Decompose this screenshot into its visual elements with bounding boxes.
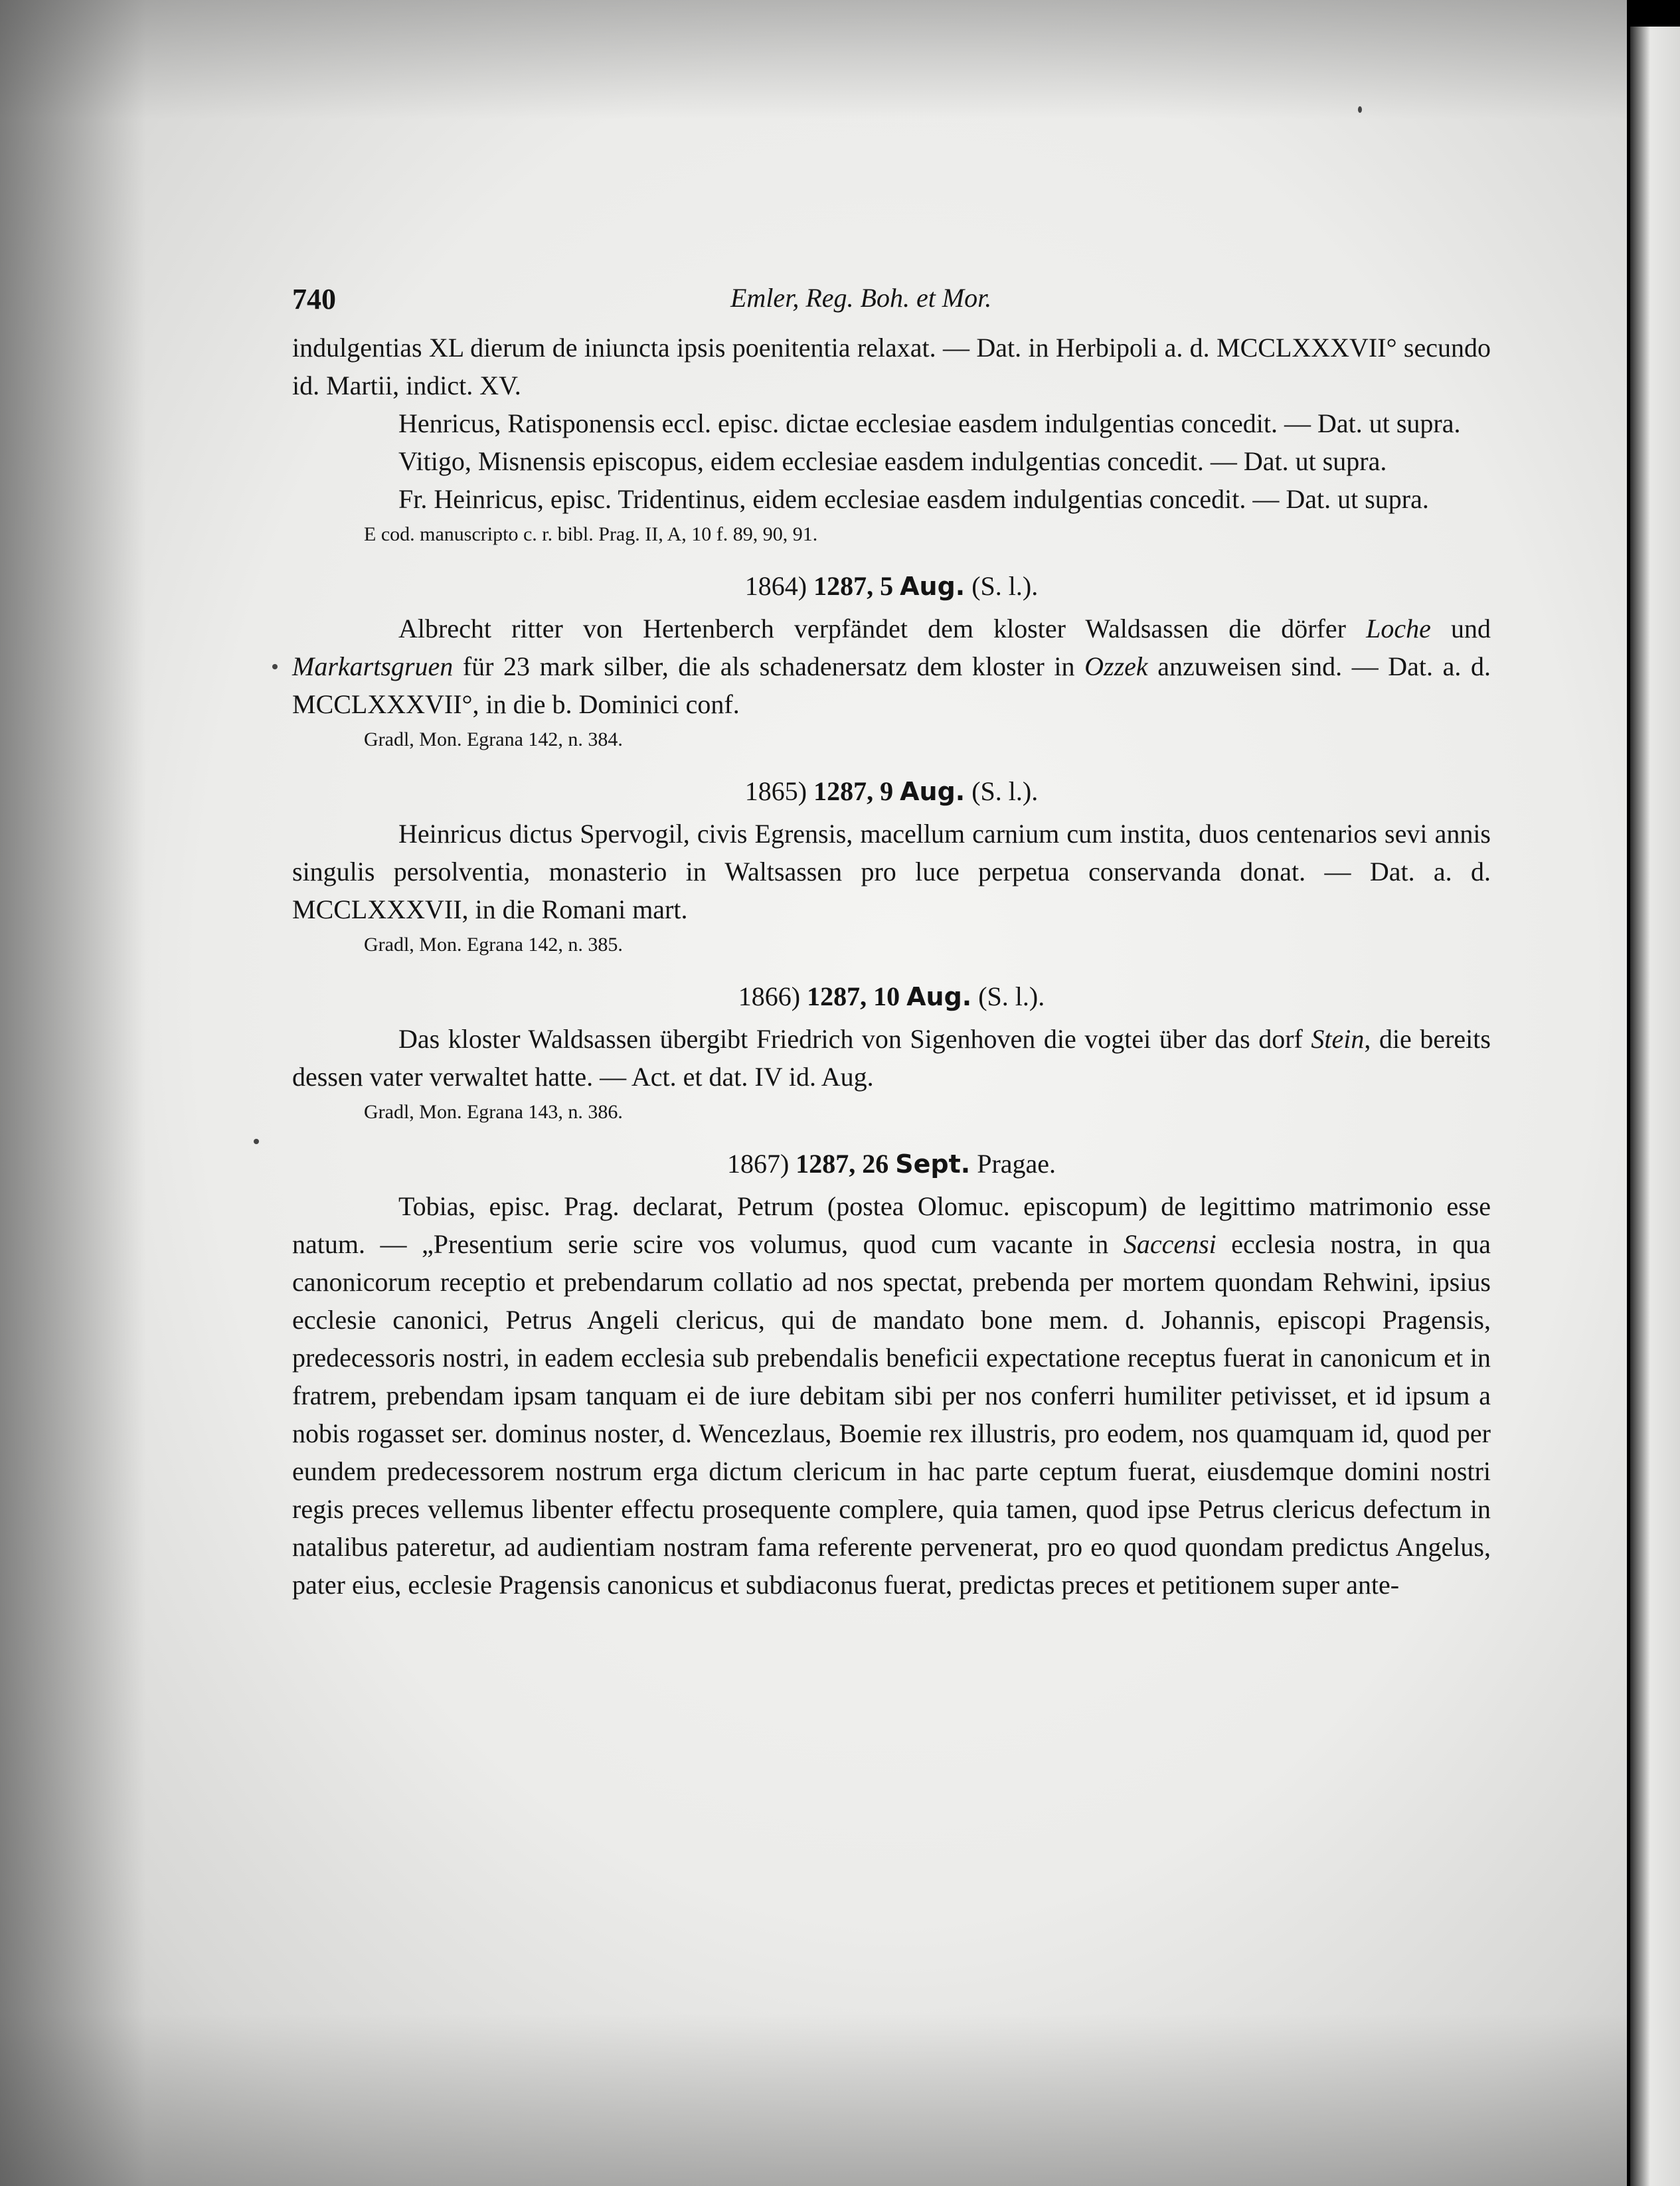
page-shadow-top	[0, 0, 1627, 120]
entry-1866-heading	[292, 977, 1491, 1016]
running-title: Emler, Reg. Boh. et Mor.	[730, 283, 992, 313]
text-segment: anzuweisen sind. — Dat. a. d. MCCLXXXVII°, in die b. Dominici conf.	[292, 651, 1491, 719]
speck-mark	[272, 664, 278, 669]
entry-date: 1287, 26	[796, 1149, 889, 1179]
entry-place: (S. l.).	[971, 776, 1039, 806]
place-name: Markartsgruen	[292, 651, 454, 681]
entry-1865-heading	[292, 772, 1491, 811]
entry-1864-source: Gradl, Mon. Egrana 142, n. 384.	[364, 728, 623, 750]
entry-month: Aug.	[906, 982, 972, 1011]
intro-paragraph-2: Henricus, Ratisponensis eccl. episc. dictae ecclesiae easdem indulgentias concedit. — Dat. ut supra.	[398, 408, 1461, 438]
entry-place: (S. l.).	[978, 981, 1045, 1011]
entry-date: 1287, 10	[807, 981, 900, 1011]
intro-paragraph-1: indulgentias XL dierum de iniuncta ipsis poenitentia relaxat. — Dat. in Herbipoli a. d. MCCLXXXVII° secundo id. Martii, indict. XV.	[292, 333, 1491, 400]
entry-1866-text	[292, 1020, 1491, 1096]
intro-paragraph-4: Fr. Heinricus, episc. Tridentinus, eidem ecclesiae easdem indulgentias concedit. — Dat. ut supra.	[398, 484, 1429, 514]
entry-1866-source: Gradl, Mon. Egrana 143, n. 386.	[364, 1101, 623, 1123]
intro-source: E cod. manuscripto c. r. bibl. Prag. II, A, 10 f. 89, 90, 91.	[364, 523, 818, 545]
entry-date: 1287, 5	[813, 571, 894, 601]
entry-month: Aug.	[900, 777, 966, 806]
page-content	[292, 269, 1491, 1604]
text-segment: Tobias, episc. Prag. declarat, Petrum (postea Olomuc. episcopum) de legittimo matrimonio esse natum. — „Presentium serie scire vos volumus, quod cum vacante in	[292, 1191, 1491, 1259]
text-segment: , die bereits dessen vater verwaltet hatte. — Act. et dat. IV id. Aug.	[292, 1024, 1491, 1092]
entry-date: 1287, 9	[813, 776, 894, 806]
place-name: Saccensi	[1123, 1229, 1217, 1259]
speck-mark	[254, 1139, 259, 1144]
adjacent-page-edge	[1630, 27, 1680, 2186]
speck-mark	[1358, 106, 1362, 113]
entry-1865-source: Gradl, Mon. Egrana 142, n. 385.	[364, 934, 623, 956]
page-shadow-left	[0, 0, 146, 2186]
page-shadow-bottom	[0, 2013, 1627, 2186]
page-number: 740	[292, 283, 336, 315]
entry-month: Aug.	[900, 572, 966, 601]
place-name: Stein	[1311, 1024, 1365, 1054]
place-name: Loche	[1366, 614, 1431, 643]
intro-paragraph-3: Vitigo, Misnensis episcopus, eidem ecclesiae easdem indulgentias concedit. — Dat. ut supra.	[398, 446, 1387, 476]
entry-number: 1865)	[744, 776, 807, 806]
entry-month: Sept.	[895, 1149, 971, 1179]
text-segment: und	[1430, 614, 1491, 643]
entry-place: (S. l.).	[971, 571, 1039, 601]
entry-place: Pragae.	[977, 1149, 1056, 1179]
entry-number: 1866)	[738, 981, 801, 1011]
page-header	[292, 269, 1491, 329]
entry-1865-text: Heinricus dictus Spervogil, civis Egrensis, macellum carnium cum instita, duos centenarios sevi annis singulis persolventia, monasterio in Waltsassen pro luce perpetua conservanda donat. — Dat. a. d. MCCLXXXVII, in die Romani mart.	[292, 819, 1491, 924]
text-segment: für 23 mark silber, die als schadenersatz dem kloster in	[453, 651, 1085, 681]
text-segment: Albrecht ritter von Hertenberch verpfändet dem kloster Waldsassen die dörfer	[398, 614, 1367, 643]
text-segment: ecclesia nostra, in qua canonicorum receptio et prebendarum collatio ad nos spectat, prebenda per mortem quondam Rehwini, ipsius ecclesie canonici, Petrus Angeli clericus, qui de mandato bone mem. d. Johannis, episcopi Pragensis, predecessoris nostri, in eadem ecclesia sub prebendalis beneficii expectatione receptus fuerat in canonicum et in fratrem, prebendam ipsam tanquam ei de iure debitam sibi per nos conferri humiliter petivisset, et id ipsum a nobis rogasset ser. dominus noster, d. Wencezlaus, Boemie rex illustris, pro eodem, nos quamquam id, quod per eundem predecessorem nostrum erga dictum clericum in hac parte ceptum fuerat, eiusdemque domini nostri regis preces vellemus libenter effectu prosequente complere, quia tamen, quod ipse Petrus clericus defectum in natalibus pateretur, ad audientiam nostram fama referente pervenerat, pro eo quod quondam predictus Angelus, pater eius, ecclesie Pragensis canonicus et subdiaconus fuerat, predictas preces et petitionem super ante-	[292, 1229, 1491, 1600]
place-name: Ozzek	[1084, 651, 1148, 681]
entry-1867-text	[292, 1187, 1491, 1604]
entry-number: 1867)	[726, 1149, 790, 1179]
entry-1867-heading	[292, 1145, 1491, 1183]
entry-number: 1864)	[744, 571, 807, 601]
entry-1864-heading	[292, 567, 1491, 606]
entry-1864-text	[292, 610, 1491, 723]
text-segment: Das kloster Waldsassen übergibt Friedrich von Sigenhoven die vogtei über das dorf	[398, 1024, 1311, 1054]
